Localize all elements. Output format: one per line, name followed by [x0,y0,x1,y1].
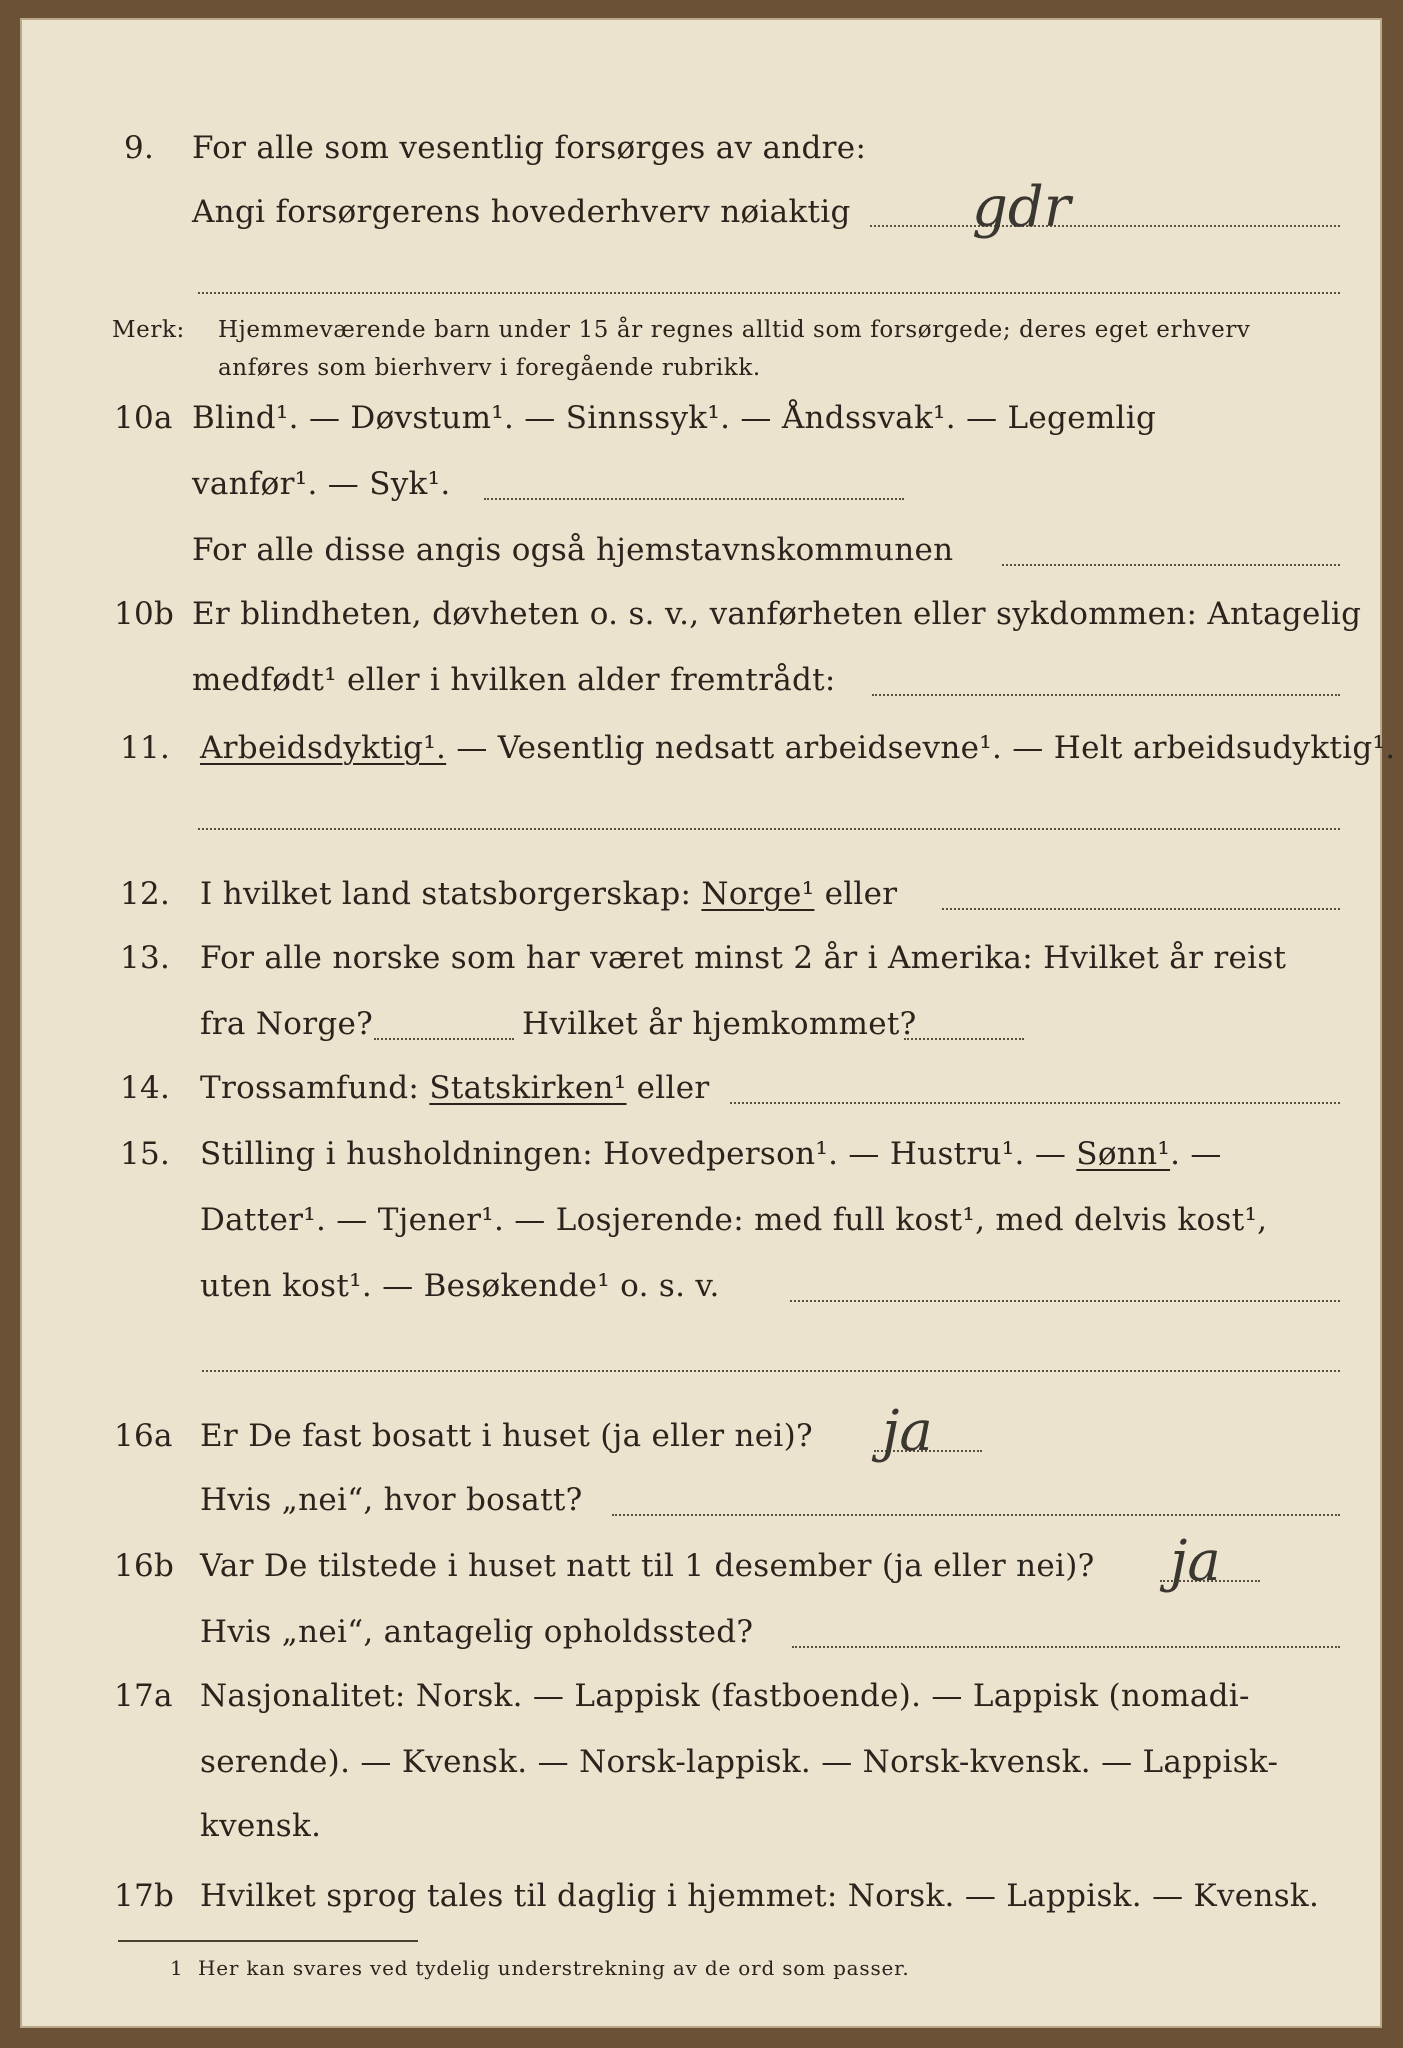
q16a-line2: Hvis „nei“, hvor bosatt? [200,1482,583,1518]
q9-question-line2: Angi forsørgerens hovederhverv nøiaktig [192,194,851,230]
q16b-line1: Var De tilstede i huset natt til 1 desember (ja eller nei)? [200,1548,1095,1584]
q11-other-options: — Vesentlig nedsatt arbeidsevne¹. — Helt arbeidsudyktig¹. [446,730,1396,766]
q17a-line3: kvensk. [200,1808,322,1844]
q10a-line1: Blind¹. — Døvstum¹. — Sinnssyk¹. — Åndssvak¹. — Legemlig [192,400,1157,436]
q10b-number: 10b [114,596,175,632]
merk-label: Merk: [112,317,185,343]
q16b-handwritten-answer: ja [1170,1529,1221,1594]
footnote-text: Her kan svares ved tydelig understrekning av de ord som passer. [198,1956,910,1980]
q13-hjemkommet-line[interactable] [904,1038,1024,1040]
q16a-number: 16a [114,1418,173,1454]
q13-line1: For alle norske som har været minst 2 år i Amerika: Hvilket år reist [200,940,1287,976]
q17a-line1: Nasjonalitet: Norsk. — Lappisk (fastboende). — Lappisk (nomadi- [200,1678,1250,1714]
q16a-bosatt-line[interactable] [612,1514,1340,1516]
q15-number: 15. [120,1136,171,1172]
q16b-number: 16b [114,1548,175,1584]
q11-line1 [200,728,1395,768]
q15-options-a: Stilling i husholdningen: Hovedperson¹. — Hustru¹. — [200,1136,1077,1172]
q14-option-statskirken[interactable]: Statskirken¹ [429,1070,627,1106]
q15-options-b: . — [1170,1136,1222,1172]
q10a-line2: vanfør¹. — Syk¹. [192,466,451,502]
q17b-line1: Hvilket sprog tales til daglig i hjemmet: Norsk. — Lappisk. — Kvensk. [200,1878,1320,1914]
census-form-page [20,18,1396,2028]
q13-reist-line[interactable] [374,1038,514,1040]
q11-option-arbeidsdyktig[interactable]: Arbeidsdyktig¹. [200,730,447,766]
q13-line2a: fra Norge? [200,1006,374,1042]
q12-answer-line[interactable] [942,908,1340,910]
q9-answer-line[interactable] [870,225,1340,227]
q15-option-sonn[interactable]: Sønn¹ [1076,1136,1171,1172]
q9-number: 9. [124,130,155,166]
q12-number: 12. [120,876,171,912]
q17a-number: 17a [114,1678,173,1714]
q10b-line2: medfødt¹ eller i hvilken alder fremtrådt: [192,662,836,698]
q13-line2b: Hvilket år hjemkommet? [522,1006,917,1042]
q14-number: 14. [120,1070,171,1106]
q10b-answer-line[interactable] [872,694,1340,696]
q11-answer-line[interactable] [198,828,1340,830]
q9-answer-line2[interactable] [198,292,1340,294]
q10a-line3: For alle disse angis også hjemstavnskommunen [192,532,954,568]
q15-answer-line[interactable] [790,1300,1340,1302]
q17a-line2: serende). — Kvensk. — Norsk-lappisk. — Norsk-kvensk. — Lappisk- [200,1744,1279,1780]
q10b-line1: Er blindheten, døvheten o. s. v., vanførheten eller sykdommen: Antagelig [192,596,1362,632]
q13-number: 13. [120,940,171,976]
q15-line3: uten kost¹. — Besøkende¹ o. s. v. [200,1268,720,1304]
q16a-line1: Er De fast bosatt i huset (ja eller nei)? [200,1418,813,1454]
q16a-handwritten-answer: ja [882,1399,933,1464]
q12-line1 [200,874,897,914]
q14-eller: eller [626,1070,710,1106]
footnote-divider [118,1940,418,1942]
q14-answer-line[interactable] [730,1102,1340,1104]
q15-line1 [200,1134,1222,1174]
q15-line2: Datter¹. — Tjener¹. — Losjerende: med full kost¹, med delvis kost¹, [200,1202,1268,1238]
merk-text-line2: anføres som bierhverv i foregående rubrikk. [218,355,761,381]
q12-eller: eller [814,876,898,912]
merk-text-line1: Hjemmeværende barn under 15 år regnes alltid som forsørgede; deres eget erhverv [218,317,1251,343]
q14-line1 [200,1068,710,1108]
q11-number: 11. [120,730,171,766]
q9-handwritten-answer: gdr [972,175,1071,240]
q12-option-norge[interactable]: Norge¹ [701,876,815,912]
q14-question: Trossamfund: [200,1070,430,1106]
footnote-mark: 1 [170,1956,184,1980]
q16b-line2: Hvis „nei“, antagelig opholdssted? [200,1614,754,1650]
q16b-opholdssted-line[interactable] [792,1646,1340,1648]
q12-question: I hvilket land statsborgerskap: [200,876,702,912]
q15-answer-line2[interactable] [202,1370,1340,1372]
q9-question-line1: For alle som vesentlig forsørges av andre: [192,130,867,166]
q10a-answer-line[interactable] [484,498,904,500]
q17b-number: 17b [114,1878,175,1914]
q10a-number: 10a [114,400,173,436]
q10a-hjemstavn-line[interactable] [1002,564,1340,566]
